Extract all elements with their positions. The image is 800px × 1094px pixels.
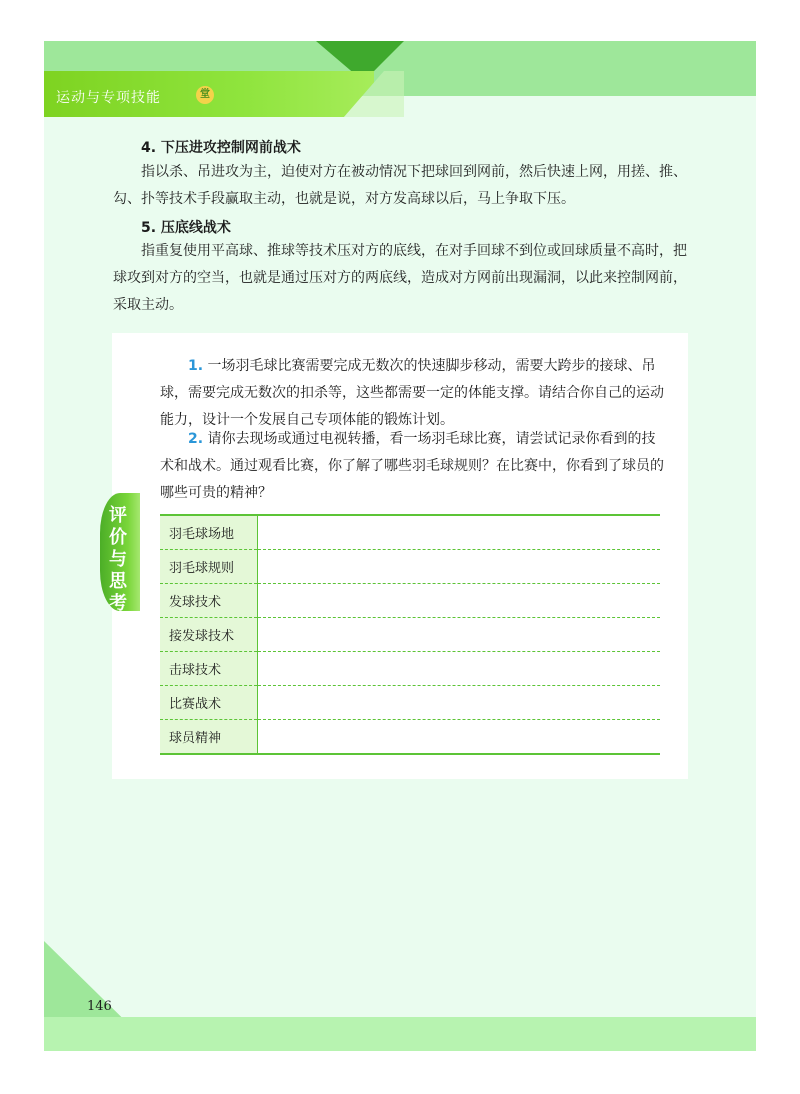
question-1-text: 一场羽毛球比赛需要完成无数次的快速脚步移动，需要大跨步的接球、吊球，需要完成无数次的扣杀等，这些都需要一定的体能支撑。请结合你自己的运动能力，设计一个发展自己专项体能的锻炼计划。 — [160, 358, 664, 428]
table-row-label: 球员精神 — [160, 720, 258, 755]
chapter-badge-icon: 堂 — [196, 86, 214, 104]
question-2 — [160, 426, 665, 507]
section-title-5: 5. 压底线战术 — [141, 220, 231, 236]
table-row-label: 发球技术 — [160, 584, 258, 618]
table-row-input[interactable] — [258, 686, 661, 720]
table-row-label: 比赛战术 — [160, 686, 258, 720]
table-row-label: 羽毛球规则 — [160, 550, 258, 584]
table-row — [160, 584, 660, 618]
footer-band — [44, 1017, 756, 1051]
table-row — [160, 618, 660, 652]
table-row-input[interactable] — [258, 720, 661, 755]
table-row-label: 羽毛球场地 — [160, 515, 258, 550]
table-row-input[interactable] — [258, 515, 661, 550]
table-row — [160, 720, 660, 755]
record-table — [160, 514, 660, 755]
question-2-text: 请你去现场或通过电视转播，看一场羽毛球比赛，请尝试记录你看到的技术和战术。通过观看比赛，你了解了哪些羽毛球规则？在比赛中，你看到了球员的哪些可贵的精神？ — [160, 431, 664, 501]
section-body-5: 指重复使用平高球、推球等技术压对方的底线，在对手回球不到位或回球质量不高时，把球攻到对方的空当，也就是通过压对方的两底线，造成对方网前出现漏洞，以此来控制网前，采取主动。 — [113, 243, 687, 313]
chapter-title: 运动与专项技能 — [56, 90, 161, 106]
question-1-number: 1. — [188, 358, 204, 374]
table-row — [160, 686, 660, 720]
table-row-input[interactable] — [258, 550, 661, 584]
table-row-input[interactable] — [258, 584, 661, 618]
question-1 — [160, 353, 665, 434]
table-row-input[interactable] — [258, 652, 661, 686]
table-row-label: 击球技术 — [160, 652, 258, 686]
section-title-4: 4. 下压进攻控制网前战术 — [141, 140, 301, 156]
table-row — [160, 515, 660, 550]
question-2-number: 2. — [188, 431, 204, 447]
table-row-label: 接发球技术 — [160, 618, 258, 652]
evaluation-tab-label: 评价与思考 — [109, 505, 127, 614]
table-row — [160, 550, 660, 584]
section-body-4: 指以杀、吊进攻为主，迫使对方在被动情况下把球回到网前，然后快速上网，用搓、推、勾、扑等技术手段赢取主动，也就是说，对方发高球以后，马上争取下压。 — [113, 164, 687, 207]
table-row — [160, 652, 660, 686]
table-row-input[interactable] — [258, 618, 661, 652]
page-number: 146 — [87, 999, 112, 1014]
